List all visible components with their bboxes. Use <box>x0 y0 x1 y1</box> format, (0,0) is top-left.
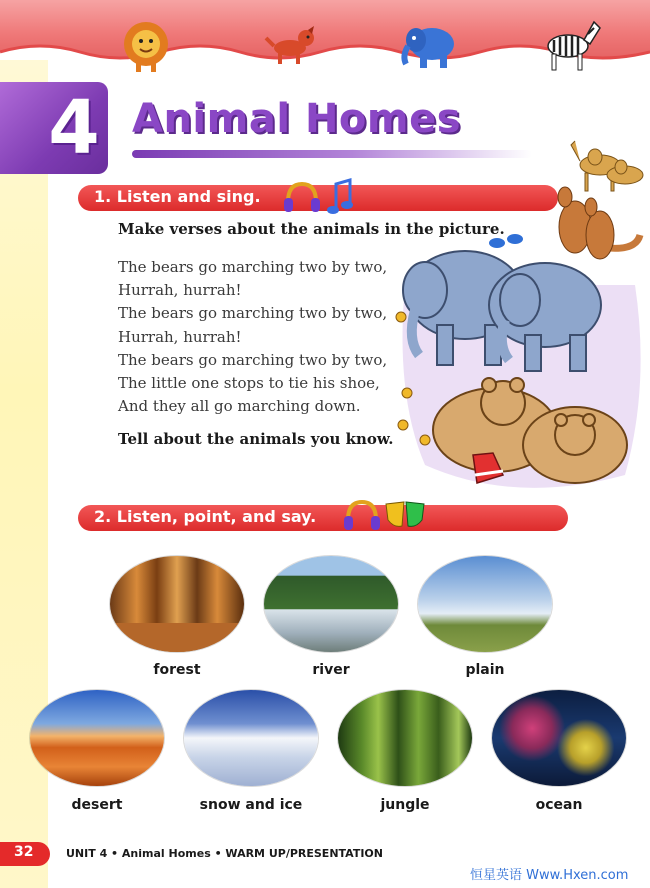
site-watermark: 恒星英语 Www.Hxen.com <box>470 868 629 883</box>
page-title: Animal Homes <box>132 96 462 142</box>
section-1-closing-instruction: Tell about the animals you know. <box>118 430 394 448</box>
bird-icon <box>489 234 523 248</box>
plain-photo <box>418 556 552 652</box>
habitat-label: jungle <box>380 797 430 813</box>
section-1-instruction: Make verses about the animals in the picture. <box>118 220 505 238</box>
camel-icon <box>571 141 643 191</box>
verse-line: Hurrah, hurrah! <box>118 281 242 300</box>
section-2-bar <box>78 505 568 531</box>
dog-icon <box>264 24 320 66</box>
animal-parade-illustration <box>385 135 650 505</box>
verse-line: The bears go marching two by two, <box>118 350 388 369</box>
section-1-heading: 1. Listen and sing. <box>94 187 261 206</box>
masks-icon <box>384 500 426 530</box>
habitat-label: ocean <box>535 797 583 813</box>
snow-photo <box>184 690 318 786</box>
zebra-icon <box>540 14 604 72</box>
habitat-label: plain <box>465 662 505 678</box>
verse-line: The little one stops to tie his shoe, <box>118 374 380 393</box>
habitat-label: snow and ice <box>199 797 303 813</box>
verse-line: And they all go marching down. <box>118 397 361 416</box>
section-2-heading: 2. Listen, point, and say. <box>94 507 317 526</box>
verse-line: Hurrah, hurrah! <box>118 327 242 346</box>
elephant-icon <box>398 22 460 70</box>
lion-icon <box>118 18 174 74</box>
song-verse <box>118 256 398 418</box>
forest-photo <box>110 556 244 652</box>
habitat-label: desert <box>71 797 123 813</box>
desert-photo <box>30 690 164 786</box>
music-note-icon <box>326 178 356 218</box>
habitat-label: river <box>312 662 350 678</box>
verse-line: The bears go marching two by two, <box>118 258 388 276</box>
kangaroo-icon <box>558 187 640 259</box>
verse-line: The bears go marching two by two, <box>118 304 388 323</box>
page-number: 32 <box>14 844 34 860</box>
ocean-photo <box>492 690 626 786</box>
running-footer: UNIT 4 • Animal Homes • WARM UP/PRESENTATION <box>66 847 383 860</box>
headphones-icon <box>342 498 382 534</box>
habitat-label: forest <box>153 662 201 678</box>
jungle-photo <box>338 690 472 786</box>
river-photo <box>264 556 398 652</box>
headphones-icon <box>282 180 322 216</box>
unit-number: 4 <box>48 85 100 171</box>
